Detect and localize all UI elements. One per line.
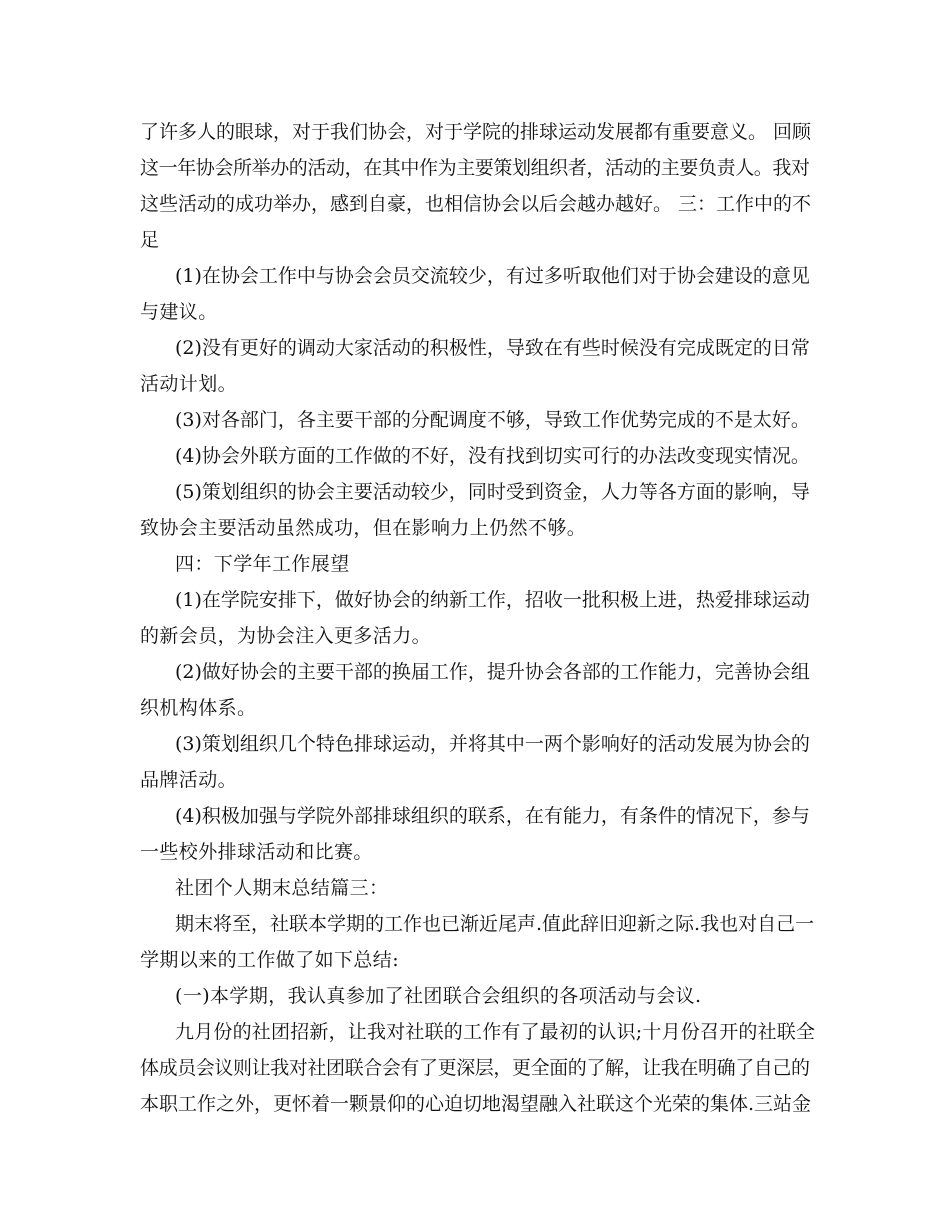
text-line: 致协会主要活动虽然成功，但在影响力上仍然不够。	[140, 517, 587, 539]
text-line: 活动计划。	[140, 373, 238, 395]
text-line: 本职工作之外，更怀着一颗景仰的心迫切地渴望融入社联这个光荣的集体.三站金	[140, 1093, 812, 1115]
text-line: 了许多人的眼球，对于我们协会，对于学院的排球运动发展都有重要意义。 回顾	[140, 121, 812, 143]
text-line: 品牌活动。	[140, 769, 238, 791]
text-line: (2)做好协会的主要干部的换届工作，提升协会各部的工作能力，完善协会组	[175, 661, 810, 683]
text-line: 体成员会议则让我对社团联合会有了更深层，更全面的了解，让我在明确了自己的	[140, 1057, 810, 1079]
text-line: (1)在协会工作中与协会会员交流较少，有过多听取他们对于协会建设的意见	[175, 265, 810, 287]
text-line: (4)积极加强与学院外部排球组织的联系，在有能力，有条件的情况下，参与	[175, 805, 810, 827]
text-line: 这一年协会所举办的活动，在其中作为主要策划组织者，活动的主要负责人。我对	[140, 157, 810, 179]
section-heading: 社团个人期末总结篇三：	[175, 877, 389, 899]
section-heading: 四：下学年工作展望	[175, 553, 350, 575]
text-line: 的新会员，为协会注入更多活力。	[140, 625, 432, 647]
text-line: (3)对各部门，各主要干部的分配调度不够，导致工作优势完成的不是太好。	[175, 409, 810, 431]
text-line: 一些校外排球活动和比赛。	[140, 841, 373, 863]
text-line: (2)没有更好的调动大家活动的积极性，导致在有些时候没有完成既定的日常	[175, 337, 810, 359]
text-line: 期末将至，社联本学期的工作也已渐近尾声.值此辞旧迎新之际.我也对自己一	[175, 913, 815, 935]
text-line: (1)在学院安排下，做好协会的纳新工作，招收一批积极上进，热爱排球运动	[175, 589, 810, 611]
text-line: 学期以来的工作做了如下总结:	[140, 949, 400, 971]
text-line: (4)协会外联方面的工作做的不好，没有找到切实可行的办法改变现实情况。	[175, 445, 810, 467]
text-line: 足	[140, 229, 160, 251]
text-line: 九月份的社团招新，让我对社联的工作有了最初的认识;十月份召开的社联全	[175, 1021, 816, 1043]
text-line: (5)策划组织的协会主要活动较少，同时受到资金，人力等各方面的影响，导	[175, 481, 810, 503]
text-line: 这些活动的成功举办，感到自豪，也相信协会以后会越办越好。 三：工作中的不	[140, 193, 812, 215]
text-line: (3)策划组织几个特色排球运动，并将其中一两个影响好的活动发展为协会的	[175, 733, 810, 755]
text-line: (一)本学期，我认真参加了社团联合会组织的各项活动与会议.	[175, 985, 702, 1007]
text-line: 织机构体系。	[140, 697, 257, 719]
text-line: 与建议。	[140, 301, 218, 323]
